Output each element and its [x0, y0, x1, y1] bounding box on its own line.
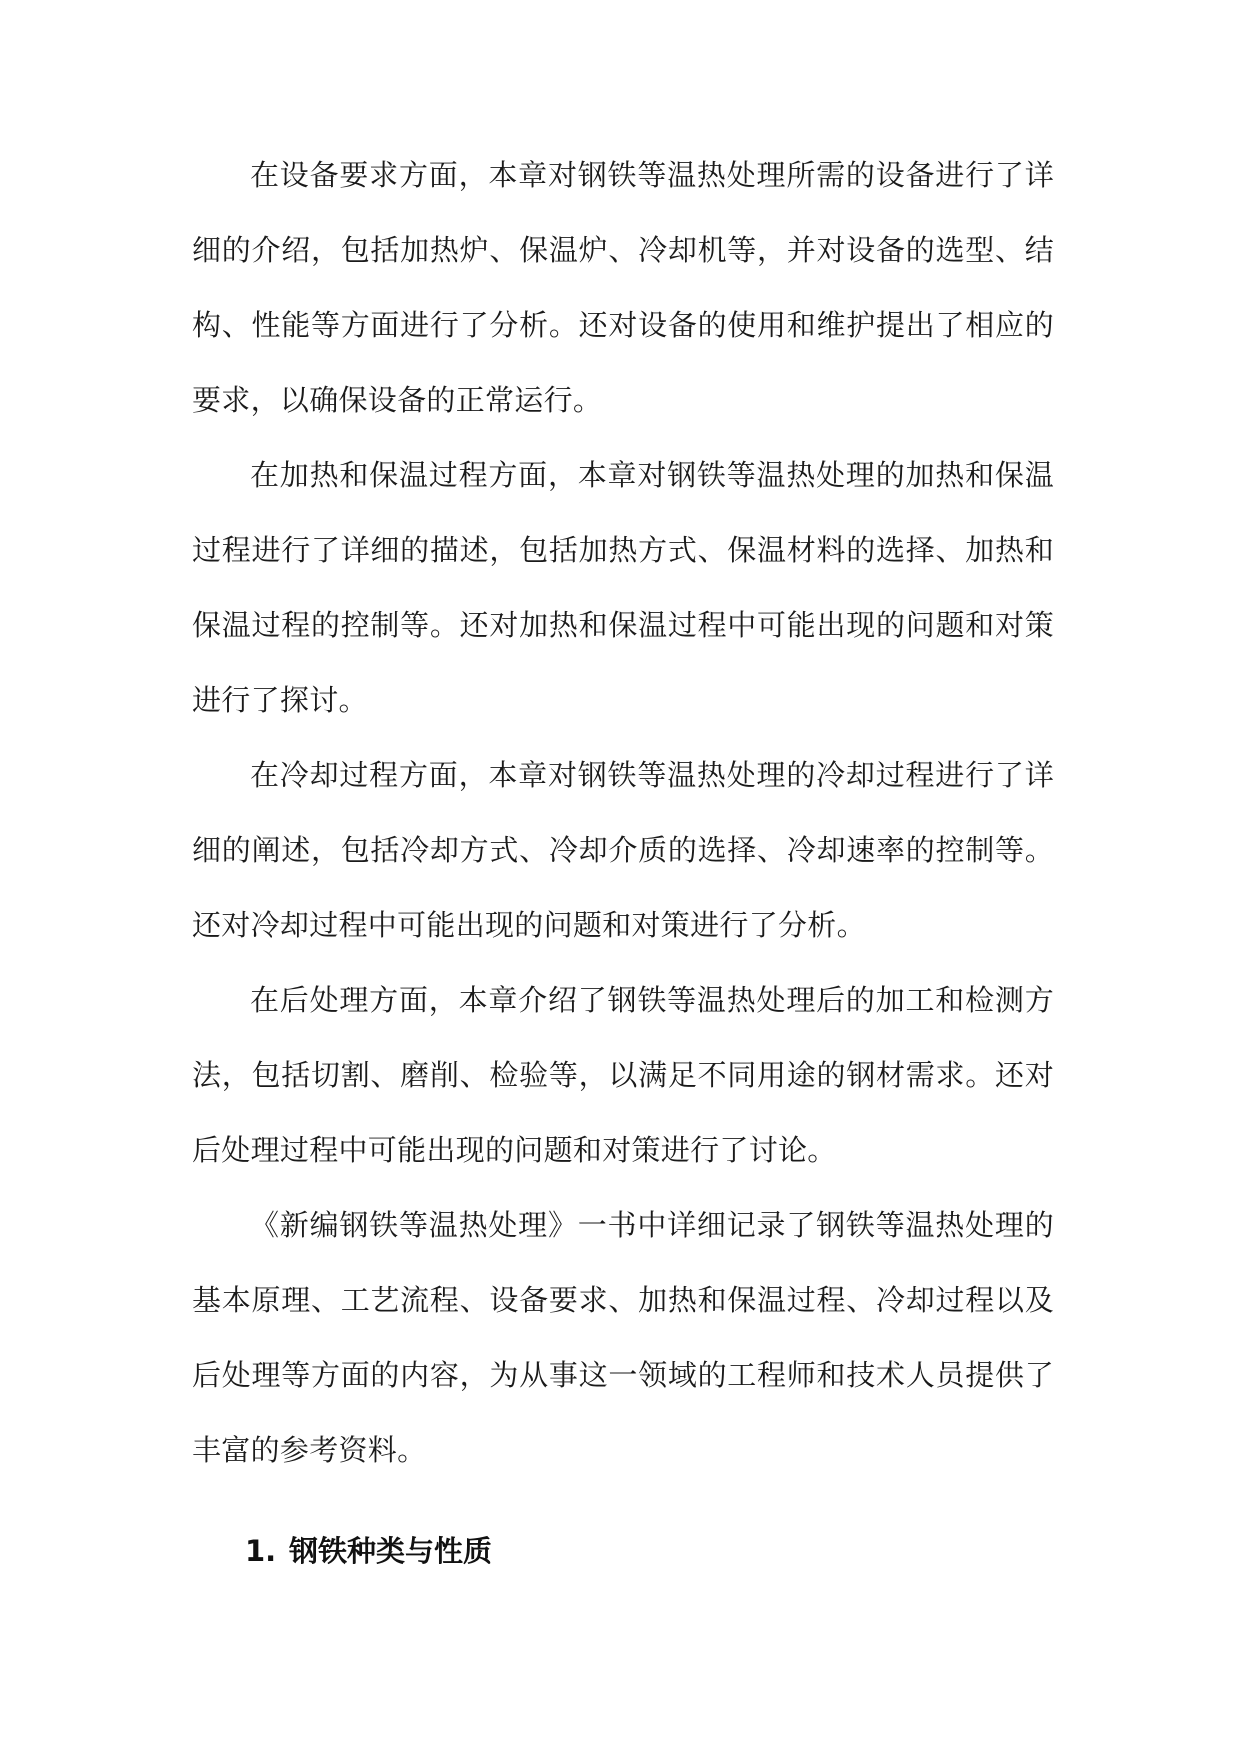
paragraph-post-processing: 在后处理方面，本章介绍了钢铁等温热处理后的加工和检测方法，包括切割、磨削、检验等，以满足不同用途的钢材需求。还对后处理过程中可能出现的问题和对策进行了讨论。	[192, 983, 1054, 1167]
section-number: 1.	[245, 1534, 277, 1568]
section-heading	[245, 1531, 492, 1571]
paragraph-equipment: 在设备要求方面，本章对钢铁等温热处理所需的设备进行了详细的介绍，包括加热炉、保温炉、冷却机等，并对设备的选型、结构、性能等方面进行了分析。还对设备的使用和维护提出了相应的要求，以确保设备的正常运行。	[192, 158, 1054, 417]
body-text	[192, 138, 1054, 1488]
paragraph-heating: 在加热和保温过程方面，本章对钢铁等温热处理的加热和保温过程进行了详细的描述，包括加热方式、保温材料的选择、加热和保温过程的控制等。还对加热和保温过程中可能出现的问题和对策进行了探讨。	[192, 458, 1054, 717]
paragraph-summary: 《新编钢铁等温热处理》一书中详细记录了钢铁等温热处理的基本原理、工艺流程、设备要求、加热和保温过程、冷却过程以及后处理等方面的内容，为从事这一领域的工程师和技术人员提供了丰富的参考资料。	[192, 1208, 1054, 1467]
paragraph-cooling: 在冷却过程方面，本章对钢铁等温热处理的冷却过程进行了详细的阐述，包括冷却方式、冷却介质的选择、冷却速率的控制等。还对冷却过程中可能出现的问题和对策进行了分析。	[192, 758, 1054, 942]
section-title: 钢铁种类与性质	[289, 1534, 493, 1568]
